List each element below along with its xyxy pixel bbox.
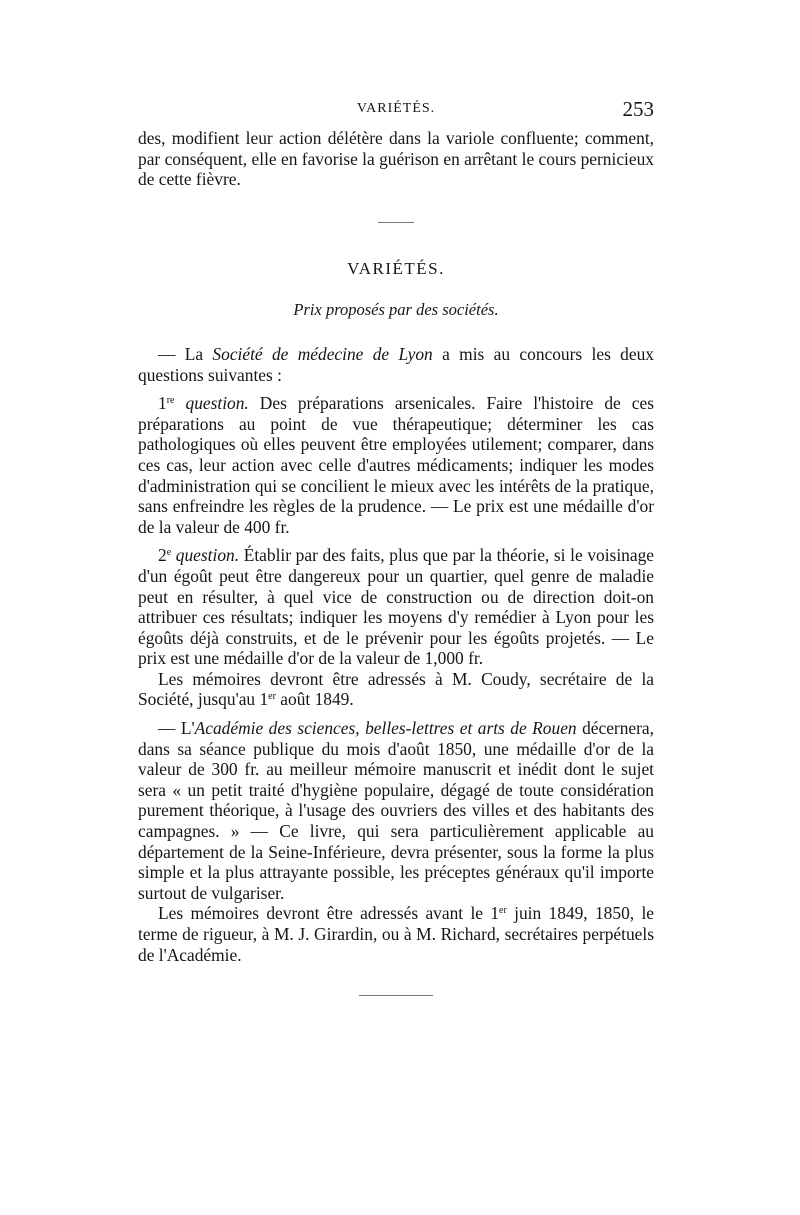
question-2-paragraph <box>138 545 654 669</box>
rouen-paragraph <box>138 718 654 903</box>
rouen-dash: — L' <box>158 718 195 739</box>
question-2-text: Établir par des faits, plus que par la théorie, si le voisinage d'un égoût peut être dangereux pour un quartier, quel genre de maladie peut en résulter, à quel vice de construction ou de direction doit-on attribuer ces résultats; indiquer les moyens d'y remédier à Lyon pour les égoûts déjà construits, et de le prévenir pour les égoûts projetés. — Le prix est une médaille d'or de la valeur de 1,000 fr. <box>138 545 654 669</box>
question-2-label: question. <box>171 545 240 566</box>
section-title: VARIÉTÉS. <box>347 258 445 278</box>
end-divider <box>359 995 433 996</box>
lyon-dash: — La <box>158 343 213 364</box>
lyon-memoires-date: août 1849. <box>275 689 354 710</box>
rouen-memoires-paragraph <box>138 903 654 965</box>
lyon-intro-paragraph <box>138 344 654 385</box>
section-subtitle: Prix proposés par des sociétés. <box>293 300 499 320</box>
question-1-text: Des préparations arsenicales. Faire l'histoire de ces préparations au point de vue thérapeutique; déterminer les cas pathologiques où elles peuvent être employées utilement; comparer, dans ces cas, leur action avec celle d'autres médicaments; indiquer les modes d'administration qui se concilient le mieux avec les intérêts de la pratique, sans enfreindre les règles de la prudence. — Le prix est une médaille d'or de la valeur de 400 fr. <box>138 393 654 537</box>
rouen-text: décernera, dans sa séance publique du mois d'août 1850, une médaille d'or de la valeur de 300 fr. au meilleur mémoire manuscrit et inédit dont le sujet sera « un petit traité d'hygiène populaire, dégagé de toute considération purement théorique, à l'usage des ouvriers des villes et des habitants des campagnes. » — Ce livre, qui sera particulièrement applicable au département de la Seine-Inférieure, devra présenter, sous la forme la plus simple et la plus attrayante possible, les préceptes généraux qu'il importe surtout de vulgariser. <box>138 718 654 903</box>
question-2-number: 2 <box>158 545 167 566</box>
lyon-memoires-ordinal: er <box>268 691 276 703</box>
page-header <box>138 97 654 125</box>
page-number: 253 <box>622 97 654 121</box>
question-1-number: 1 <box>158 393 167 414</box>
question-2-ordinal: e <box>166 547 172 559</box>
section-divider <box>378 222 414 223</box>
question-1-label: question. <box>174 393 249 414</box>
text-block <box>138 128 654 996</box>
question-1-ordinal: re <box>166 395 175 407</box>
intro-paragraph: des, modifient leur action délétère dans la variole confluente; comment, par conséquent, elle en favorise la guérison en arrêtant le cours pernicieux de cette fièvre. <box>138 128 654 190</box>
lyon-memoires-text: Les mémoires devront être adressés à M. Coudy, secrétaire de la Société, jusqu'au 1 <box>138 668 654 710</box>
rouen-academy-name: Académie des sciences, belles-lettres et arts de Rouen <box>194 718 577 739</box>
lyon-society-name: Société de médecine de Lyon <box>212 343 433 364</box>
rouen-memoires-ordinal: er <box>499 905 507 917</box>
rouen-memoires-text: Les mémoires devront être adressés avant le 1 <box>158 903 500 924</box>
rouen-memoires-rest: juin 1849, 1850, le terme de rigueur, à M. J. Girardin, ou à M. Richard, secrétaires perpétuels de l'Académie. <box>138 903 654 965</box>
lyon-intro-text: a mis au concours les deux questions suivantes : <box>138 343 654 385</box>
question-1-paragraph <box>138 393 654 537</box>
running-title: VARIÉTÉS. <box>356 101 436 116</box>
lyon-memoires-paragraph <box>138 669 654 710</box>
